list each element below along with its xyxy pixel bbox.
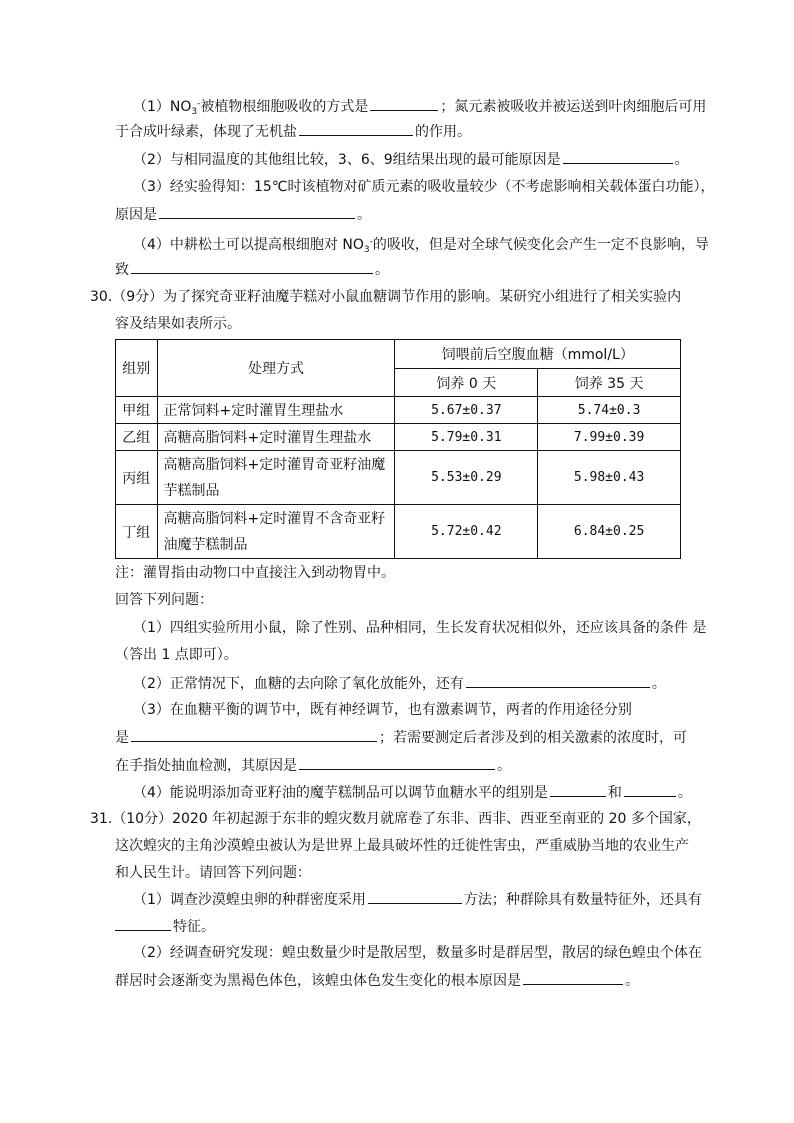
- cell-day0: 5.79±0.31: [395, 424, 538, 451]
- q31-intro-line2: [115, 836, 689, 856]
- table-row: [116, 451, 681, 505]
- q30-intro-line2: [115, 314, 241, 334]
- header-glucose: 饲喂前后空腹血糖（mmol/L）: [395, 340, 681, 369]
- q29-p4-line2-start: 致: [115, 262, 129, 278]
- q30-part1-line1: [133, 618, 706, 638]
- q29-p4-line1-start: （4）中耕松土可以提高根细胞对 NO: [133, 237, 364, 253]
- no3-superscript: -: [197, 99, 201, 109]
- answer-blank[interactable]: [563, 149, 673, 164]
- q31-part2-line2: [115, 970, 639, 991]
- treatment-line: 芋糕制品: [163, 482, 220, 499]
- q29-part3-line2: [115, 204, 371, 225]
- cell-group: 甲组: [116, 397, 158, 424]
- q30-p4-mid: 和: [607, 785, 622, 801]
- q29-p1-end: ；氮元素被吸收并被运送到叶肉细胞后可用: [440, 99, 707, 115]
- q31-p1-line2-end: 特征。: [173, 919, 215, 935]
- answer-blank[interactable]: [370, 96, 438, 111]
- cell-treatment: 高糖高脂饲料+定时灌胃生理盐水: [157, 424, 395, 451]
- no3-subscript: 3: [191, 107, 198, 117]
- q31-intro-line3: [115, 863, 311, 883]
- answer-blank[interactable]: [624, 782, 676, 797]
- header-treatment: 处理方式: [157, 340, 395, 397]
- q30-prompt: [115, 590, 213, 610]
- q30-part4: [133, 782, 692, 803]
- answer-blank[interactable]: [115, 916, 171, 931]
- q29-p1-line2-start: 于合成叶绿素，体现了无机盐: [115, 124, 297, 140]
- no3-superscript: -: [369, 237, 373, 247]
- cell-day0: 5.53±0.29: [395, 451, 538, 505]
- q30-part3-line3: [115, 755, 511, 776]
- q31-intro-text: 31.（10分）2020 年初起源于东非的蝗灾数月就席卷了东非、西非、西亚至南亚的 20 多个国家，: [90, 811, 701, 827]
- answer-blank[interactable]: [368, 889, 462, 904]
- q29-p1-line2-end: 的作用。: [415, 124, 471, 140]
- q30-p1-line2: （答出 1 点即可）。: [115, 647, 238, 663]
- q29-part4-line1: [133, 232, 709, 260]
- q30-p3-line1: （3）在血糖平衡的调节中，既有神经调节，也有激素调节，两者的作用途径分别: [133, 702, 632, 718]
- header-day35: 饲养 35 天: [538, 369, 681, 397]
- cell-group: 丁组: [116, 505, 158, 559]
- table-note: 注：灌胃指由动物口中直接注入到动物胃中。: [115, 565, 395, 581]
- answer-blank[interactable]: [299, 755, 495, 770]
- q29-part3-line1: [133, 177, 714, 197]
- q29-p3-line2-end: 。: [357, 207, 371, 223]
- q30-intro-text: 容及结果如表所示。: [115, 316, 241, 332]
- q29-p1-mid: 被植物根细胞吸收的方式是: [200, 99, 369, 115]
- cell-day0: 5.67±0.37: [395, 397, 538, 424]
- treatment-line: 油魔芋糕制品: [163, 536, 248, 553]
- cell-group: 丙组: [116, 451, 158, 505]
- q29-p4-line1-end: 的吸收，但是对全球气候变化会产生一定不良影响，导: [372, 237, 709, 253]
- q31-part2-line1: [133, 943, 702, 963]
- q30-p3-line2-start: 是: [115, 730, 129, 746]
- q30-note: [115, 563, 395, 583]
- q30-p1-line1: （1）四组实验所用小鼠，除了性别、品种相同，生长发育状况相似外，还应该具备的条件 是: [133, 620, 707, 636]
- answer-blank[interactable]: [523, 970, 623, 985]
- q31-p2-line1: （2）经调查研究发现：蝗虫数量少时是散居型，数量多时是群居型，散居的绿色蝗虫个体在: [133, 945, 702, 961]
- q30-intro-line1: [90, 287, 681, 307]
- answer-blank[interactable]: [131, 727, 377, 742]
- answer-blank[interactable]: [299, 121, 413, 136]
- q30-intro-text: 30.（9分）为了探究奇亚籽油魔芋糕对小鼠血糖调节作用的影响。某研究小组进行了相关实验内: [90, 289, 682, 305]
- cell-day35: 6.84±0.25: [538, 505, 681, 559]
- table-row: [116, 397, 681, 424]
- answer-blank[interactable]: [131, 259, 373, 274]
- table-row: [116, 505, 681, 559]
- cell-day35: 5.74±0.3: [538, 397, 681, 424]
- q31-part1-line1: [133, 889, 702, 910]
- cell-day35: 5.98±0.43: [538, 451, 681, 505]
- q29-part1-line2: [115, 121, 471, 142]
- results-table: [115, 339, 681, 559]
- q29-p3-line2-start: 原因是: [115, 207, 157, 223]
- treatment-line: 高糖高脂饲料+定时灌胃奇亚籽油魔: [163, 456, 386, 473]
- q30-part3-line2: [115, 727, 687, 748]
- q31-intro-text: 这次蝗灾的主角沙漠蝗虫被认为是世界上最具破坏性的迁徙性害虫，严重威胁当地的农业生产: [115, 838, 689, 854]
- q29-p2-start: （2）与相同温度的其他组比较，3、6、9组结果出现的最可能原因是: [133, 152, 561, 168]
- cell-treatment: [157, 505, 395, 559]
- q30-part1-line2: [115, 645, 238, 665]
- cell-day35: 7.99±0.39: [538, 424, 681, 451]
- treatment-line: 高糖高脂饲料+定时灌胃不含奇亚籽: [163, 510, 386, 527]
- table-row: [116, 424, 681, 451]
- q31-intro-text: 和人民生计。请回答下列问题：: [115, 865, 311, 881]
- q31-p2-line2-end: 。: [625, 973, 639, 989]
- q31-intro-line1: [90, 809, 701, 829]
- q30-p3-line2-end: ；若需要测定后者涉及到的相关激素的浓度时，可: [379, 730, 687, 746]
- header-day0: 饲养 0 天: [395, 369, 538, 397]
- answer-blank[interactable]: [550, 782, 606, 797]
- q29-part1-line1: [133, 94, 706, 122]
- cell-group: 乙组: [116, 424, 158, 451]
- q30-p2-end: 。: [651, 676, 666, 692]
- answer-blank[interactable]: [466, 673, 650, 688]
- question-prompt: 回答下列问题：: [115, 592, 213, 608]
- header-group: 组别: [116, 340, 158, 397]
- q31-p1-start: （1）调查沙漠蝗虫卵的种群密度采用: [133, 892, 366, 908]
- q29-p4-line2-end: 。: [375, 262, 389, 278]
- q30-p4-start: （4）能说明添加奇亚籽油的魔芋糕制品可以调节血糖水平的组别是: [133, 785, 548, 801]
- q30-part2: [133, 673, 666, 694]
- q31-p1-end: 方法；种群除具有数量特征外，还具有: [463, 892, 702, 908]
- q30-part3-line1: [133, 700, 632, 720]
- q30-p3-line3-end: 。: [497, 758, 511, 774]
- cell-treatment: 正常饲料+定时灌胃生理盐水: [157, 397, 395, 424]
- q31-part1-line2: [115, 916, 215, 937]
- q30-p3-line3-start: 在手指处抽血检测，其原因是: [115, 758, 297, 774]
- q30-p2-start: （2）正常情况下，血糖的去向除了氧化放能外，还有: [133, 676, 464, 692]
- q29-p3-line1: （3）经实验得知：15℃时该植物对矿质元素的吸收量较少（不考虑影响相关载体蛋白功能），: [133, 179, 715, 195]
- answer-blank[interactable]: [159, 204, 355, 219]
- cell-day0: 5.72±0.42: [395, 505, 538, 559]
- q31-p2-line2-start: 群居时会逐渐变为黑褐色体色，该蝗虫体色发生变化的根本原因是: [115, 973, 521, 989]
- q29-p2-end: 。: [674, 152, 689, 168]
- no3-subscript: 3: [363, 245, 370, 255]
- q29-p1-prefix: （1）NO: [133, 99, 192, 115]
- q30-p4-end: 。: [677, 785, 692, 801]
- q29-part4-line2: [115, 259, 389, 280]
- cell-treatment: [157, 451, 395, 505]
- q29-part2: [133, 149, 689, 170]
